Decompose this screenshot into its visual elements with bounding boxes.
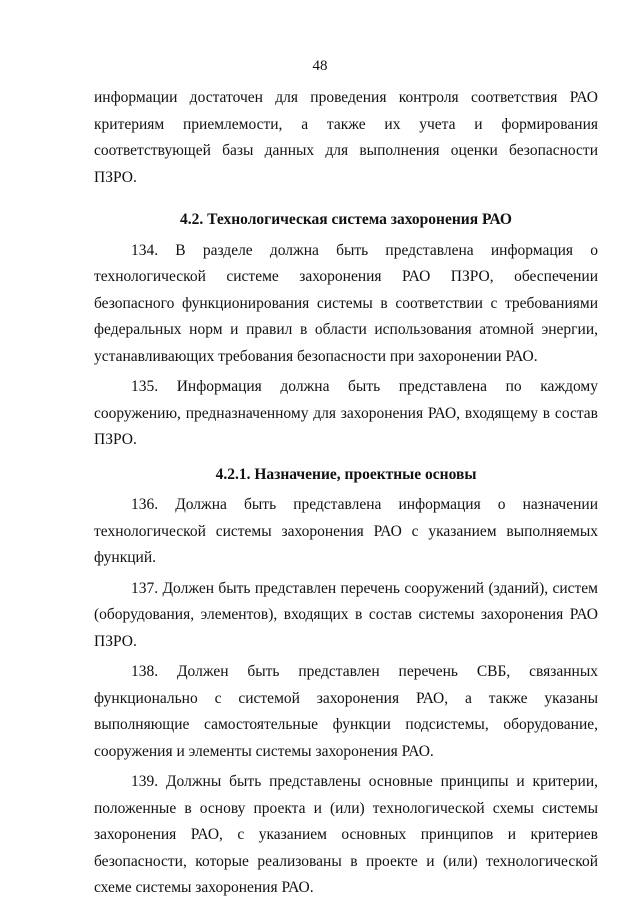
section-heading-4-2: 4.2. Технологическая система захоронения РАО (180, 211, 512, 228)
section-heading-4-2-1: 4.2.1. Назначение, проектные основы (215, 465, 477, 483)
page-body (94, 85, 598, 902)
paragraph-136: 136. Должна быть представлена информация о назначении технологической системы захоронения РАО с указанием выполняемых функций. (94, 496, 598, 566)
paragraph-135: 135. Информация должна быть представлена по каждому сооружению, предназначенному для захоронения РАО, входящему в состав ПЗРО. (94, 378, 598, 448)
paragraph-137: 137. Должен быть представлен перечень сооружений (зданий), систем (оборудования, элементов), входящих в состав системы захоронения РАО ПЗРО. (94, 579, 598, 650)
page-number: 48 (312, 58, 328, 74)
paragraph-intro: информации достаточен для проведения контроля соответствия РАО критериям приемлемости, а также их учета и формирования соответствующей базы данных для выполнения оценки безопасности ПЗРО. (94, 89, 598, 186)
paragraph-138: 138. Должен быть представлен перечень СВБ, связанных функционально с системой захоронения РАО, а также указаны выполняющие самостоятельные функции подсистемы, оборудование, сооружения и элементы системы захоронения РАО. (94, 663, 598, 760)
paragraph-139: 139. Должны быть представлены основные принципы и критерии, положенные в основу проекта и (или) технологической схемы системы захоронения РАО, с указанием основных принципов и критериев безопасности, которые реализованы в проекте и (или) технологической схеме системы захоронения РАО. (94, 773, 598, 896)
paragraph-134: 134. В разделе должна быть представлена информация о технологической системе захоронения РАО ПЗРО, обеспечении безопасного функционирования системы в соответствии с требованиями федеральных норм и правил в области использования атомной энергии, устанавливающих требования безопасности при захоронении РАО. (94, 241, 598, 365)
